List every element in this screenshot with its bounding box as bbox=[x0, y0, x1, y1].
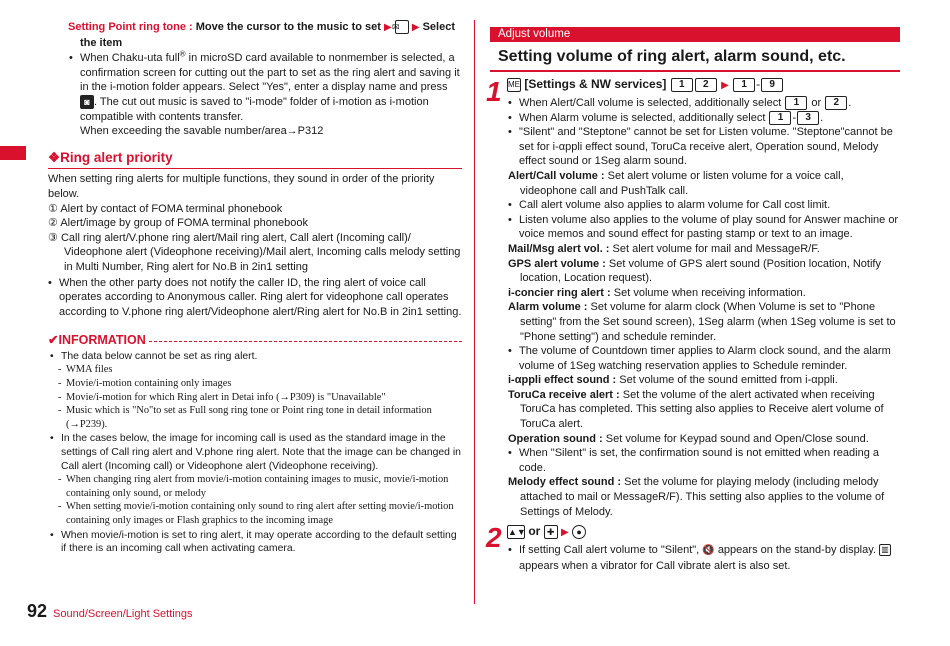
list-item: - When changing ring alert from movie/i-motion containing images to music, movie/i-motion containing only sound, or melody bbox=[58, 473, 462, 500]
left-column bbox=[48, 20, 462, 556]
step-2 bbox=[486, 522, 900, 573]
point-ring-tone-instruction: Setting Point ring tone : Move the cursor to the music to set ▶ ✉ ▶ Select the item bbox=[68, 21, 455, 49]
list-item: ③ Call ring alert/V.phone ring alert/Mail ring alert, Call alert (Incoming call)/ Videophone alert (Videophone receiving)/Mail alert, Incoming calls melody setting in Multi Number, Ring alert for No.B in 2in1 setting bbox=[48, 231, 461, 273]
step-2-command: ▲▼ or ✚ ▶ ● bbox=[490, 523, 900, 541]
info-sublist-1 bbox=[58, 363, 462, 431]
step-2-body bbox=[490, 543, 900, 573]
mail-alert-vol-desc: Mail/Msg alert vol. : Set alert volume for mail and MessageR/F. bbox=[508, 242, 820, 255]
vibrate-icon: ▥ bbox=[879, 544, 891, 556]
point-ring-tone-label: Setting Point ring tone : bbox=[68, 21, 193, 33]
chaku-uta-note: • When Chaku-uta full® in microSD card available to nonmember is selected, a confirmation screen for cutting out the part to set as the ring alert and saving it in the i-motion folder appears. Select "Yes", enter a display name and press ◙ . The cut out music is saved to "i-mode" folder of i-motion as i-motion compatible with contents transfer. When exceeding the savable number/area→P312 bbox=[69, 51, 462, 139]
menu-icon: ME bbox=[507, 78, 521, 92]
arrow-right-icon: ▶ bbox=[383, 22, 392, 33]
toruca-receive-alert-desc: ToruCa receive alert : Set the volume of the alert activated when receiving ToruCa has completed. This setting also applies to Receive alert volume of ToruCa alert. bbox=[508, 388, 884, 431]
priority-list bbox=[48, 202, 462, 275]
list-item: - WMA files bbox=[58, 363, 462, 377]
info-sublist-2 bbox=[58, 473, 462, 527]
silent-speaker-icon: 🔇 bbox=[702, 545, 715, 557]
melody-effect-sound-desc: Melody effect sound : Set the volume for playing melody (including melody attached to mail or MessageR/F). This setting also applies to the volume of Settings of Melody. bbox=[508, 476, 885, 518]
right-column bbox=[486, 27, 900, 573]
information-heading: ✔INFORMATION bbox=[48, 333, 462, 348]
section-tab-marker bbox=[0, 146, 26, 160]
alert-call-volume-desc: Alert/Call volume : Set alert volume or listen volume for a voice call, videophone call and PushTalk call. bbox=[508, 169, 844, 197]
center-key-icon: ● bbox=[572, 525, 586, 539]
list-item: - Movie/i-motion for which Ring alert in Detai info (→P309) is "Unavailable" bbox=[58, 391, 462, 405]
iconcier-ring-alert-desc: i-concier ring alert : Set volume when receiving information. bbox=[508, 286, 806, 299]
iappli-effect-sound-desc: i-αppli effect sound : Set volume of the sound emitted from i-αppli. bbox=[508, 374, 838, 387]
list-item: • Listen volume also applies to the volume of play sound for Answer machine or voice memos and sound effect for pasting stamp or text to an image. bbox=[508, 213, 900, 242]
arrow-right-icon: ▶ bbox=[561, 527, 569, 539]
up-down-key-icon: ▲▼ bbox=[508, 527, 526, 538]
list-item: ① Alert by contact of FOMA terminal phonebook bbox=[48, 202, 283, 215]
page-number: 92 bbox=[27, 601, 48, 621]
step-1-body bbox=[490, 96, 900, 519]
camera-key-icon: ◙ bbox=[80, 95, 94, 109]
list-item: • When Alert/Call volume is selected, additionally select 1 or 2 . bbox=[508, 96, 900, 111]
step-number: 2 bbox=[486, 522, 502, 554]
ring-alert-priority-heading: ❖Ring alert priority bbox=[48, 151, 462, 170]
multi-direction-key-icon: ✚ bbox=[544, 525, 558, 539]
gps-alert-volume-desc: GPS alert volume : Set volume of GPS alert sound (Position location, Notify location, Location request). bbox=[508, 257, 881, 285]
list-item: - When setting movie/i-motion containing only sound to ring alert after setting movie/i-motion containing only images or Flash graphics to the incoming image bbox=[58, 500, 462, 527]
list-item: • "Silent" and "Steptone" cannot be set for Listen volume. "Steptone"cannot be set for i-αppli effect sound, ToruCa receive alert, Operation sound, Melody effect sound or 1Seg alarm sound. bbox=[508, 125, 900, 169]
priority-intro: When setting ring alerts for multiple functions, they sound in order of the priority below. bbox=[48, 173, 435, 200]
page-footer bbox=[27, 601, 193, 622]
footer-section-name: Sound/Screen/Light Settings bbox=[53, 608, 193, 620]
page-title: Setting volume of ring alert, alarm sound, etc. bbox=[490, 47, 900, 72]
step-1 bbox=[486, 76, 900, 519]
arrow-right-icon: ▶ bbox=[411, 22, 420, 33]
list-item: • If setting Call alert volume to "Silent", 🔇 appears on the stand-by display. ▥ appears when a vibrator for Call vibrate alert is also set. bbox=[508, 543, 900, 573]
operation-sound-desc: Operation sound : Set volume for Keypad sound and Open/Close sound. bbox=[508, 432, 869, 445]
step-1-command: ME [Settings & NW services] 1 2 ▶ 1 - 9 bbox=[490, 76, 900, 94]
column-divider bbox=[474, 20, 475, 604]
list-item: • When "Silent" is set, the confirmation sound is not emitted when reading a code. bbox=[508, 446, 900, 475]
list-item: ② Alert/image by group of FOMA terminal phonebook bbox=[48, 217, 308, 230]
mail-key-icon: ✉ bbox=[395, 20, 409, 34]
adjust-volume-tag: Adjust volume bbox=[490, 27, 900, 42]
list-item: - Music which is "No"to set as Full song ring tone or Point ring tone in detail information (→P239). bbox=[58, 404, 462, 431]
arrow-right-icon: ▶ bbox=[721, 80, 729, 91]
information-body: • The data below cannot be set as ring alert. - WMA files - Movie/i-motion containing only images - Movie/i-motion for which Ring alert in Detai info (→P309) is "Unavailable" - Music which is "No"to set as Full song ring tone or Point ring tone in detail information (→P239). • In the cases below, the image for incoming call is used as the standard image in the settings of Call ring alert and V.phone ring alert. Note that the image can be changed in Call alert (Incoming call) or Videophone alert (Videophone receiving). - When changing ring alert from movie/i-motion containing images to music, movie/i-motion containing only sound, or melody - When setting movie/i-motion containing only sound to ring alert after setting movie/i-motion containing only images or Flash graphics to the incoming image • When movie/i-motion is set to ring alert, it may operate according to the default setting if there is an incoming call when activating camera. bbox=[48, 350, 462, 556]
list-item: • The volume of Countdown timer applies to Alarm clock sound, and the alarm volume of 1Seg watching reservation applies to Schedule reminder. bbox=[508, 344, 900, 373]
information-dashed-rule bbox=[149, 341, 462, 342]
list-item: • Call alert volume also applies to alarm volume for Call cost limit. bbox=[508, 198, 900, 213]
alarm-volume-desc: Alarm volume : Set volume for alarm clock (When Volume is set to "Phone setting" from the Set sound screen), 1Seg alarm (when 1Seg volume is set to "Phone setting") and schedule reminder. bbox=[508, 301, 896, 343]
priority-note: • When the other party does not notify the caller ID, the ring alert of voice call operates according to Anonymous caller. Ring alert for videophone call operates according to V.phone ring alert/Videophone alert/Ring alert for No.B in 2in1 setting. bbox=[48, 276, 462, 320]
list-item: - Movie/i-motion containing only images bbox=[58, 377, 462, 391]
list-item: • When Alarm volume is selected, additionally select 1 - 3 . bbox=[508, 111, 900, 126]
step-number: 1 bbox=[486, 76, 502, 107]
